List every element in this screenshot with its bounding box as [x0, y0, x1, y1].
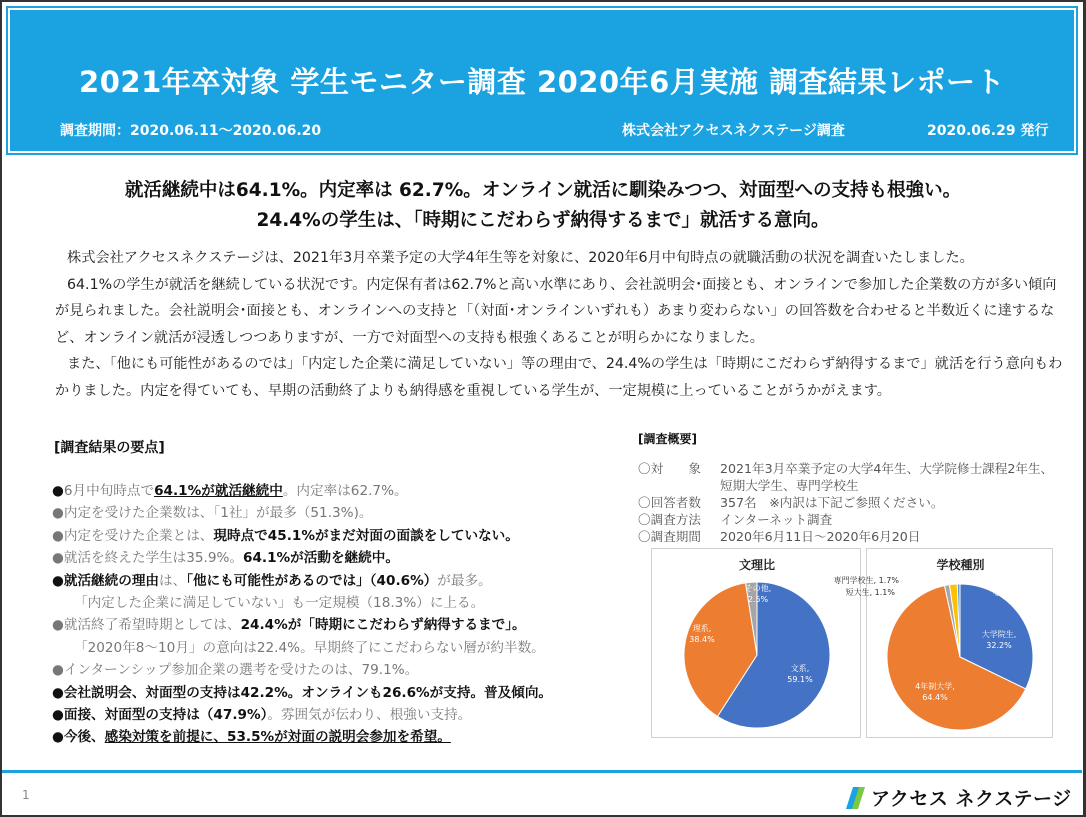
survey-period: 調査期間：2020.06.11～2020.06.20: [60, 123, 322, 139]
intro-paragraph: また、「他にも可能性があるのでは」「内定した企業に満足していない」等の理由で、24.4%の学生は「時期にこだわらず納得するまで」就活を行う意向もわかりました。内定を得ていても、早期の活動終了よりも納得感を重視している学生が、一定規模に上っていることがうかがえます。: [55, 356, 1063, 399]
bullet-icon: ●: [52, 729, 64, 746]
bullet-icon: ●: [52, 505, 64, 522]
overview-row: [638, 528, 1068, 545]
headline-line-1: 就活継続中は64.1%。内定率は 62.7%。オンライン就活に馴染みつつ、対面型への支持も根強い。: [124, 180, 962, 201]
chart-title: 文理比: [738, 558, 776, 572]
overview-key: 〇対 象: [638, 461, 701, 476]
pie-label-4年制大学: 4年制大学, 64.4%: [915, 682, 955, 702]
finding-text: 内定を受けた企業数は、「1社」が最多（51.3%)。: [63, 505, 373, 522]
finding-highlight: 会社説明会、対面型の支持は42.2%。オンラインも26.6%が支持。普及傾向。: [63, 684, 553, 701]
finding-item: [52, 726, 612, 748]
overview-title: [調査概要]: [638, 432, 697, 446]
finding-text: 。内定率は62.7%。: [282, 483, 408, 499]
survey-organization: 株式会社アクセスネクステージ調査: [622, 123, 845, 139]
intro-paragraph: 株式会社アクセスネクステージは、2021年3月卒業予定の大学4年生等を対象に、2020年6月中旬時点の就職活動の状況を調査いたしました。: [67, 250, 974, 266]
bullet-icon: ●: [52, 707, 64, 724]
page-number: 1: [22, 788, 30, 802]
overview-key: 〇回答者数: [638, 495, 701, 510]
headline-line-2: 24.4%の学生は、「時期にこだわらず納得するまで」就活する意向。: [256, 210, 830, 231]
finding-item: [52, 525, 612, 547]
finding-text: が最多。: [437, 572, 492, 589]
header-banner: [8, 8, 1076, 153]
chart-svg: [833, 549, 1054, 739]
overview-value: 2021年3月卒業予定の大学4年生、大学院修士課程2年生、: [720, 461, 1054, 476]
finding-highlight: 現時点で45.1%がまだ対面の面談をしていない。: [213, 527, 519, 544]
finding-item: [52, 480, 612, 502]
finding-item: [52, 570, 612, 592]
intro-paragraph: 64.1%の学生が就活を継続している状況です。内定保有者は62.7%と高い水準にあり、会社説明会･面接とも、オンラインで参加した企業数の方が多い傾向が見られました。会社説明会･面接とも、オンラインへの支持と「（対面･オンラインいずれも）あまり変わらない」の回答数を合わせると半数近くに達するなど、オンライン就活が浸透しつつありますが、一方で対面型への支持も根強くあることが明らかになりました。: [55, 276, 1057, 346]
finding-item: [52, 682, 612, 704]
findings-title: [調査結果の要点]: [54, 440, 165, 456]
logo-mark-icon: [845, 787, 865, 809]
logo-text: アクセス ネクステージ: [871, 788, 1072, 810]
bullet-icon: ●: [52, 617, 64, 634]
finding-highlight: 面接、対面型の支持は（47.9%）: [63, 707, 268, 724]
finding-highlight: 64.1%が就活継続中: [154, 483, 283, 499]
bullet-icon: ●: [52, 684, 64, 701]
pie-label-専門学校生: 専門学校生, 1.7%: [833, 576, 899, 585]
chart-svg: [652, 549, 862, 739]
pie-label-その他: その他, 2.5%: [744, 584, 772, 604]
finding-text: 6月中旬時点で: [63, 483, 155, 499]
finding-highlight: 今後、: [63, 729, 105, 746]
company-logo: [845, 784, 1072, 811]
finding-text: は、: [159, 572, 187, 589]
finding-item: [52, 659, 612, 681]
intro-text: [55, 245, 1065, 404]
bullet-icon: ●: [52, 483, 64, 499]
bullet-icon: ●: [52, 572, 64, 589]
report-title: 2021年卒対象 学生モニター調査 2020年6月実施 調査結果レポート: [79, 65, 1005, 99]
overview-value: インターネット調査: [720, 512, 833, 527]
finding-item: [52, 704, 612, 726]
pie-chart-school-type: [833, 548, 1053, 738]
overview-value: 357名 ※内訳は下記ご参照ください。: [720, 495, 944, 510]
findings-list: [52, 480, 612, 749]
bullet-icon: ●: [52, 662, 64, 679]
pie-label-短大生: 短大生, 1.1%: [845, 588, 895, 597]
overview-value: 短期大学生、専門学校生: [720, 478, 859, 493]
finding-text: 。雰囲気が伝わり、根強い支持。: [267, 707, 472, 724]
publish-date: 2020.06.29 発行: [927, 123, 1049, 139]
overview-key: [638, 477, 720, 494]
finding-highlight: 感染対策を前提に、53.5%が対面の説明会参加を希望。: [104, 729, 451, 746]
overview-value: 2020年6月11日～2020年6月20日: [720, 529, 921, 544]
finding-subitem: 「2020年8～10月」の意向は22.4%。早期終了にこだわらない層が約半数。: [74, 639, 545, 656]
finding-text: 就活終了希望時期としては、: [63, 617, 241, 634]
finding-text: 内定を受けた企業とは、: [63, 527, 214, 544]
overview-row: [638, 494, 1068, 511]
overview-key: 〇調査期間: [638, 529, 701, 544]
overview-row: [638, 460, 1068, 477]
finding-highlight: 就活継続の理由: [63, 572, 160, 589]
finding-item: [52, 502, 612, 524]
overview-row: [638, 477, 1068, 494]
finding-highlight: 「他にも可能性があるのでは」（40.6%）: [186, 572, 438, 589]
finding-text: 。: [512, 617, 526, 634]
pie-label-その他: その他, 0.6%: [992, 588, 1042, 597]
pie-label-理系: 理系, 38.4%: [689, 624, 715, 644]
finding-highlight: 24.4%が「時期にこだわらず納得するまで」: [240, 617, 513, 634]
finding-subitem: 「内定した企業に満足していない」も一定規模（18.3%）に上る。: [74, 595, 485, 612]
finding-item: [52, 614, 612, 636]
bullet-icon: ●: [52, 527, 64, 544]
pie-chart-bunri: [651, 548, 861, 738]
bullet-icon: ●: [52, 550, 64, 567]
finding-highlight: 64.1%が活動を継続中。: [243, 550, 399, 567]
finding-item: [52, 547, 612, 569]
overview-row: [638, 511, 1068, 528]
footer-divider: [2, 770, 1082, 773]
finding-text: 就活を終えた学生は35.9%。: [63, 550, 243, 567]
overview-key: 〇調査方法: [638, 512, 701, 527]
overview-table: [638, 460, 1068, 545]
finding-text: インターンシップ参加企業の選考を受けたのは、79.1%。: [63, 662, 419, 679]
chart-title: 学校種別: [936, 558, 985, 572]
pie-label-大学院生: 大学院生, 32.2%: [981, 630, 1017, 650]
pie-label-文系: 文系, 59.1%: [787, 664, 813, 684]
